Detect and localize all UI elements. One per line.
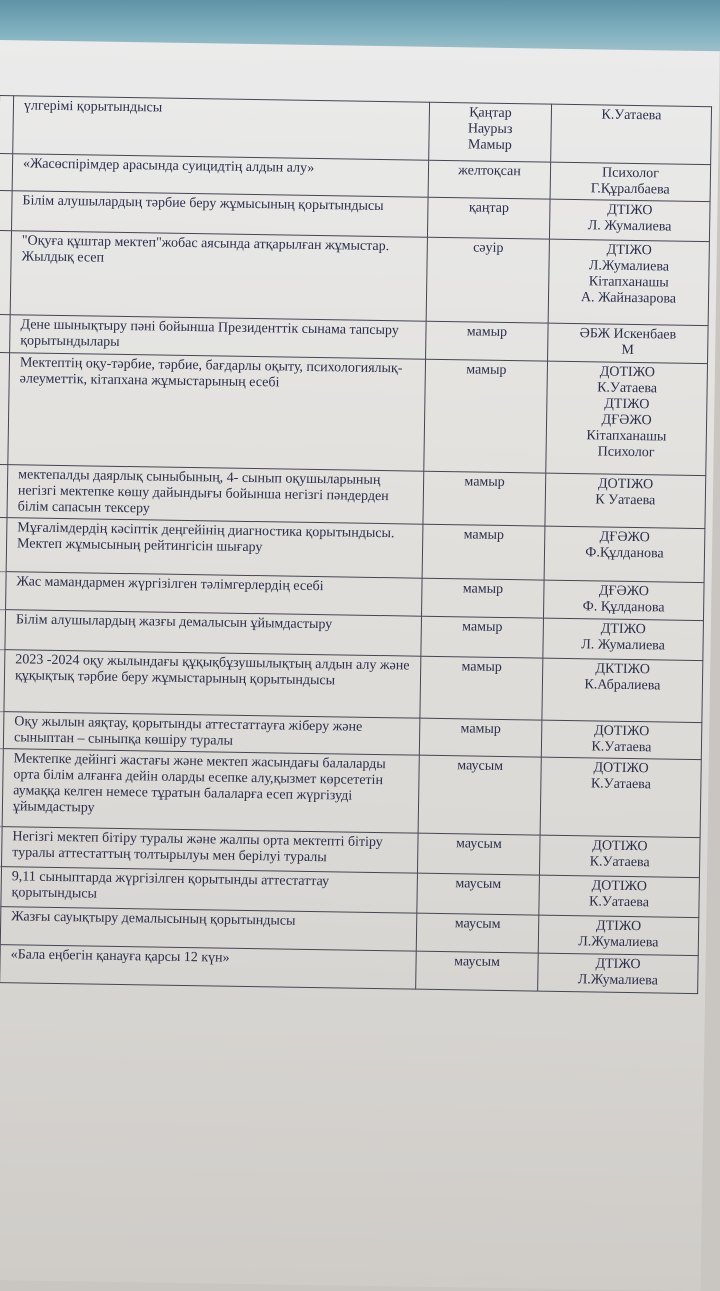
event-month [418,755,541,835]
event-month [419,718,542,757]
month-line: мамыр [426,581,539,599]
event-topic: Жас мамандармен жүргізілген тәлімгерлердің есебі [6,572,423,617]
event-topic: 2023 -2024 оқу жылындағы құқықбұзушылықтың алдын алу және құқықтық тәрбие беру жұмыстарының қорытындысы [4,650,421,719]
event-month [416,913,539,953]
responsible-line: Л.Жумалиева [543,934,694,952]
month-line: мамыр [427,527,540,545]
responsible-line: Л.Жумалиева [553,258,704,276]
event-month [423,471,546,526]
month-line: мамыр [430,324,543,342]
responsible-line: ДОТІЖО [546,723,697,741]
row-number [0,153,13,190]
responsible-line: Кітапханашы [551,428,702,446]
event-month [427,197,550,239]
event-topic: 9,11 сыныптарда жүргізілген қорытынды аттестаттау қорытындысы [1,867,418,914]
responsible-line: ДОТІЖО [546,760,697,778]
event-month [422,524,545,580]
responsible-line: Ф.Құлданова [549,545,700,563]
month-line: маусым [422,876,535,894]
table-row [0,352,708,475]
responsible-person [549,199,710,242]
event-topic: Мұғалімдердің кәсіптік деңгейінің диагностика қорытындысы. Мектеп жұмысының рейтингісін шығару [6,518,423,579]
responsible-line: К.Абралиева [547,677,698,695]
event-topic: Мектептің оқу-тәрбие, тәрбие, бағдарлы оқыту, психологиялық-әлеуметтік, кітапхана жұмыстарының есебі [8,353,426,472]
responsible-line: ДКТІЖО [547,661,698,679]
responsible-person [548,239,709,326]
responsible-person [539,835,700,878]
event-topic: Дене шынықтыру пәні бойынша Президенттік сынама тапсыру қорытындылары [10,315,427,360]
responsible-line: К Уатаева [550,492,701,510]
month-line: мамыр [426,619,539,637]
responsible-line: ДТІЖО [551,396,702,414]
responsible-line: Г.Құралбаева [555,181,706,199]
responsible-person [541,720,702,760]
responsible-line: ДОТІЖО [552,364,703,382]
event-topic: Жазғы сауықтыру демалысының қорытындысы [0,907,417,952]
responsible-line: ДОТІЖО [550,476,701,494]
event-topic: Білім алушылардың жазғы демалысын ұйымдастыру [5,610,422,657]
responsible-line: К.Уатаева [544,854,695,872]
month-line: мамыр [430,362,543,380]
table-row [0,748,701,837]
row-number [0,190,12,230]
event-month [417,833,540,875]
event-month [421,616,544,658]
responsible-line: Ф. Құлданова [548,599,699,617]
table-body [0,96,712,994]
responsible-line: К.Уатаева [546,739,697,757]
event-month [422,578,545,618]
month-line: маусым [421,916,534,934]
event-topic: Оқу жылын аяқтау, қорытынды аттестаттауға жіберу және сыныптан – сыныпқа көшіру туралы [3,712,420,756]
responsible-person [538,953,699,994]
responsible-person [543,618,704,661]
month-line: Мамыр [433,137,546,155]
month-line: маусым [422,836,535,854]
responsible-person [544,526,705,583]
event-topic: Мектепке дейінгі жастағы және мектеп жасындағы балаларды орта білім алғанға дейін оларды есепке алу,қызмет көрсететін аумаққа келген немесе тұратын балаларға есеп жүргізуді ұйымдастыру [2,749,419,834]
month-line: маусым [424,758,537,776]
responsible-line: Кітапханашы [553,274,704,292]
responsible-person [551,104,712,165]
responsible-line: ДОТІЖО [544,878,695,896]
document-page [0,40,720,1291]
responsible-person [539,875,700,918]
responsible-line: Психолог [550,444,701,462]
event-month [424,359,548,473]
month-line: сәуір [432,240,545,258]
row-number [0,314,10,352]
responsible-line: ДТІЖО [543,918,694,936]
event-month [417,873,540,915]
responsible-line: ДТІЖО [548,621,699,639]
event-month [420,656,543,720]
event-topic: мектепалды даярлық сыныбының, 4- сынып оқушыларының негізгі мектепке көшу дайындығы бойынша негізгі пәндерден білім сапасын тексеру [7,465,424,525]
event-topic: үлгерімі қорытындысы [13,96,430,161]
event-month [416,951,539,991]
responsible-line: А. Жайназарова [553,290,704,308]
event-topic: Білім алушылардың тәрбие беру жұмысының қорытындысы [12,191,429,238]
work-plan-table [0,95,712,994]
responsible-person [546,361,708,475]
month-line: мамыр [428,474,541,492]
responsible-person [538,915,699,956]
month-line: мамыр [425,659,538,677]
table-row [0,649,703,722]
month-line: қаңтар [432,200,545,218]
responsible-line: Л. Жумалиева [554,218,705,236]
responsible-line: Л. Жумалиева [547,637,698,655]
event-topic: "Оқуға құштар мектеп"жобас аясында атқарылған жұмыстар. Жылдық есеп [10,231,427,322]
responsible-line: ДҒӘЖО [551,412,702,430]
table-row [0,230,709,325]
responsible-line: К.Уатаева [543,894,694,912]
month-line: маусым [420,954,533,972]
responsible-line: ДТІЖО [554,242,705,260]
responsible-line: ДТІЖО [554,202,705,220]
responsible-line: К.Уатаева [545,776,696,794]
responsible-person [548,323,709,364]
month-line: Қаңтар [434,105,547,123]
responsible-person [542,658,703,723]
responsible-person [550,162,711,202]
responsible-person [543,580,704,621]
responsible-line: ДҒӘЖО [549,529,700,547]
responsible-person [545,473,706,529]
responsible-line: ДҒӘЖО [548,583,699,601]
event-topic: «Жасөспірімдер арасында суицидтің алдын алу» [12,154,429,198]
event-topic: «Бала еңбегін қанауға қарсы 12 күн» [0,945,416,990]
responsible-line: К.Уатаева [551,380,702,398]
responsible-line: ДТІЖО [542,956,693,974]
event-month [429,102,552,162]
responsible-line: К.Уатаева [556,107,707,125]
month-line: мамыр [424,721,537,739]
month-line: Наурыз [434,121,547,139]
event-month [426,321,549,361]
event-month [428,160,551,199]
month-line: желтоқсан [433,163,546,181]
responsible-line: Л.Жумалиева [542,972,693,990]
responsible-line: ӘБЖ Искенбаев [552,326,703,344]
responsible-line: М [552,342,703,360]
event-topic: Негізгі мектеп бітіру туралы және жалпы орта мектепті бітіру туралы аттестаттың толтырылуы мен берілуі туралы [2,827,419,874]
event-month [426,237,549,323]
responsible-line: Психолог [555,165,706,183]
responsible-person [540,757,701,838]
row-number [0,96,14,154]
responsible-line: ДОТІЖО [544,838,695,856]
